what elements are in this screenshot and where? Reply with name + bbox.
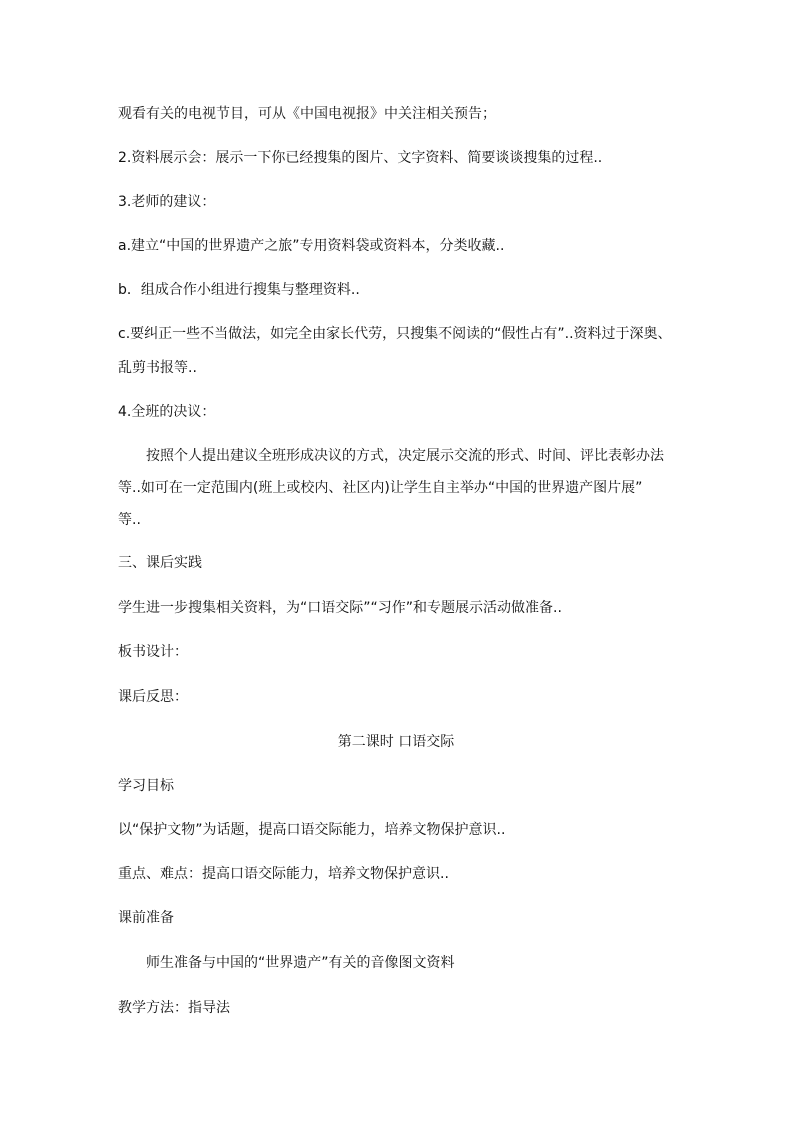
text-line-suggestion-b: b．组成合作小组进行搜集与整理资料..	[118, 282, 360, 298]
text-line-preparation-materials: 师生准备与中国的“世界遗产”有关的音像图文资料	[146, 955, 455, 971]
section-heading-after-class-practice: 三、课后实践	[118, 555, 202, 571]
text-line-teaching-method: 教学方法：指导法	[118, 1000, 230, 1016]
text-line-key-points: 重点、难点：提高口语交际能力，培养文物保护意识..	[118, 866, 449, 882]
text-line-teacher-suggestion: 3.老师的建议：	[118, 194, 216, 210]
text-line-student-preparation: 学生进一步搜集相关资料，为“口语交际”“习作”和专题展示活动做准备..	[118, 600, 562, 616]
lesson-title-second-class: 第二课时 口语交际	[337, 734, 455, 750]
text-line-tv-program: 观看有关的电视节目，可从《中国电视报》中关注相关预告；	[118, 106, 496, 122]
text-line-resolution-paragraph-1: 按照个人提出建议全班形成决议的方式，决定展示交流的形式、时间、评比表彰办法	[146, 448, 664, 464]
text-line-suggestion-c: c.要纠正一些不当做法，如完全由家长代劳，只搜集不阅读的“假性占有”..资料过于深奥、	[118, 326, 672, 342]
label-after-class-reflection: 课后反思：	[118, 689, 188, 705]
text-line-suggestion-c-continued: 乱剪书报等..	[118, 360, 197, 376]
text-line-resolution-paragraph-2: 等..如可在一定范围内(班上或校内、社区内)让学生自主举办“中国的世界遗产图片展”	[118, 480, 643, 496]
text-line-material-exhibition: 2.资料展示会：展示一下你已经搜集的图片、文字资料、简要谈谈搜集的过程..	[118, 150, 603, 166]
label-blackboard-design: 板书设计：	[118, 644, 188, 660]
section-heading-class-preparation: 课前准备	[118, 910, 174, 926]
text-line-suggestion-a: a.建立“中国的世界遗产之旅”专用资料袋或资料本，分类收藏..	[118, 238, 505, 254]
text-line-resolution-paragraph-3: 等..	[118, 512, 141, 528]
text-line-learning-goal: 以“保护文物”为话题，提高口语交际能力，培养文物保护意识..	[118, 822, 506, 838]
section-heading-learning-goals: 学习目标	[118, 778, 174, 794]
text-line-class-resolution: 4.全班的决议：	[118, 404, 216, 420]
